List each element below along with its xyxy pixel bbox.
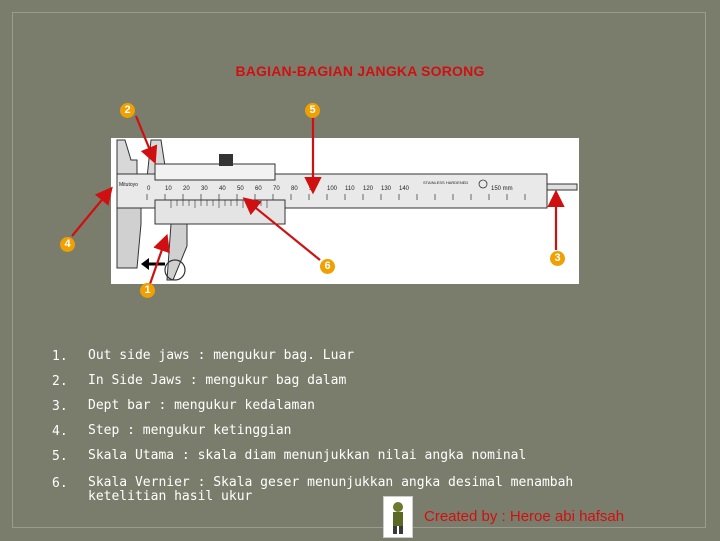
credit-text: Created by : Heroe abi hafsah — [424, 508, 625, 525]
marker-5: 5 — [305, 103, 320, 118]
material-label: STAINLESS HARDENED — [423, 180, 469, 185]
list-text: Skala Utama : skala diam menunjukkan nilai angka nominal — [88, 448, 527, 463]
list-text: Step : mengukur ketinggian — [88, 423, 292, 438]
scale-number: 110 — [345, 186, 355, 192]
marker-6: 6 — [320, 259, 335, 274]
list-text: Skala Vernier : Skala geser menunjukkan angka desimal menambah ketelitian hasil ukur — [88, 475, 574, 504]
list-number: 6. — [52, 476, 68, 491]
marker-4: 4 — [60, 237, 75, 252]
scale-number: 100 — [327, 186, 338, 192]
scale-number: 140 — [399, 186, 410, 192]
scale-number: 10 — [165, 186, 172, 192]
marker-3: 3 — [550, 251, 565, 266]
author-figure-icon — [384, 497, 412, 537]
list-text: In Side Jaws : mengukur bag dalam — [88, 373, 347, 388]
list-number: 4. — [52, 424, 68, 439]
scale-number: 40 — [219, 186, 226, 192]
arrow-2 — [136, 116, 154, 160]
scale-number: 90 — [309, 186, 316, 192]
arrow-1 — [150, 238, 166, 284]
scale-number: 50 — [237, 186, 244, 192]
arrow-4 — [72, 190, 110, 236]
scale-number: 120 — [363, 186, 374, 192]
author-picture — [383, 496, 413, 538]
list-number: 2. — [52, 374, 68, 389]
scale-number: 60 — [255, 186, 262, 192]
slide-title: BAGIAN-BAGIAN JANGKA SORONG — [235, 63, 485, 79]
scale-number: 70 — [273, 186, 280, 192]
scale-number: 130 — [381, 186, 392, 192]
scale-number: 150 mm — [491, 186, 513, 192]
scale-number: 20 — [183, 186, 190, 192]
scale-number: 80 — [291, 186, 298, 192]
marker-1: 1 — [140, 283, 155, 298]
arrow-6 — [246, 200, 320, 260]
list-number: 3. — [52, 399, 68, 414]
scale-number: 30 — [201, 186, 208, 192]
marker-2: 2 — [120, 103, 135, 118]
list-number: 5. — [52, 449, 68, 464]
list-text: Dept bar : mengukur kedalaman — [88, 398, 315, 413]
list-number: 1. — [52, 349, 68, 364]
scale-number: 0 — [147, 186, 151, 192]
list-text: Out side jaws : mengukur bag. Luar — [88, 348, 355, 363]
brand-label: Mitutoyo — [119, 182, 138, 188]
